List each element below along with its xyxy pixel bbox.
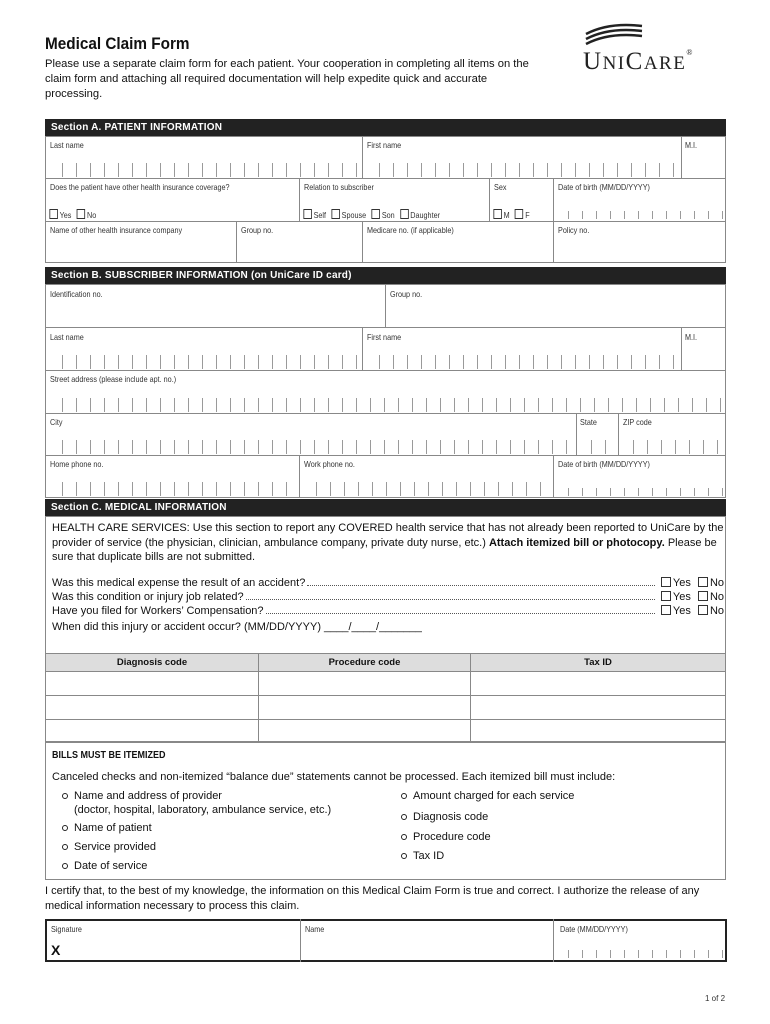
relation-self-checkbox[interactable] [303,209,312,219]
section-a-header: Section A. PATIENT INFORMATION [45,119,726,136]
signature-x-mark: X [51,942,61,958]
list-item: Name of patient [74,822,152,834]
list-item: Date of service [74,860,148,872]
subscriber-group-no-field[interactable] [385,284,726,328]
list-item: Diagnosis code [413,811,489,823]
label: ZIP code [623,417,652,427]
sex-m-checkbox[interactable] [493,209,502,219]
list-item: Name and address of provider [74,790,222,802]
label: Sex [494,182,507,192]
label: M.I. [685,332,698,342]
job-related-yes-checkbox[interactable] [661,591,671,601]
label: Date of birth (MM/DD/YYYY) [558,182,650,192]
section-b-header: Section B. SUBSCRIBER INFORMATION (on UniCare ID card) [45,267,726,284]
list-item: Service provided [74,841,156,853]
diagnosis-code-header: Diagnosis code [45,653,259,672]
name-field[interactable] [300,919,554,962]
list-item-detail: (doctor, hospital, laboratory, ambulance service, etc.) [74,804,332,816]
label: Last name [50,140,84,150]
label: Last name [50,332,84,342]
accident-no-checkbox[interactable] [698,577,708,587]
char-ticks [568,950,723,958]
unicare-logo [580,22,728,82]
label: Group no. [390,289,423,299]
char-ticks [568,211,723,219]
tax-id-cell[interactable] [470,695,726,720]
workers-comp-yes-checkbox[interactable] [661,605,671,615]
sex-options: M F [490,209,530,220]
coverage-options: Yes No [46,209,96,220]
procedure-code-cell[interactable] [258,719,471,743]
relation-spouse-checkbox[interactable] [331,209,340,219]
char-ticks [62,482,298,496]
relation-son-checkbox[interactable] [372,209,381,219]
label: Date (MM/DD/YYYY) [560,924,628,934]
logo-wordmark: UNICARE® [583,48,694,75]
job-related-no-checkbox[interactable] [698,591,708,601]
tax-id-cell[interactable] [470,671,726,696]
workers-comp-no-checkbox[interactable] [698,605,708,615]
label: Work phone no. [304,459,355,469]
diagnosis-code-cell[interactable] [45,695,259,720]
char-ticks [62,163,362,177]
label: City [50,417,63,427]
char-ticks [316,482,552,496]
form-title: Medical Claim Form [45,34,190,53]
procedure-code-cell[interactable] [258,671,471,696]
signature-field[interactable] [45,919,301,962]
sex-f-checkbox[interactable] [515,209,524,219]
tax-id-cell[interactable] [470,719,726,743]
label: M.I. [685,140,698,150]
label: Name [305,924,325,934]
question-workers-comp: Have you filed for Workers’ Compensation? Yes No [52,605,724,617]
char-ticks [62,355,362,369]
label: Date of birth (MM/DD/YYYY) [558,459,650,469]
procedure-code-cell[interactable] [258,695,471,720]
label: Signature [51,924,82,934]
certification-text: I certify that, to the best of my knowledge, the information on this Medical Claim Form is true and correct. I authorize the release of any medical information necessary to process this claim. [45,885,700,912]
label: Street address (please include apt. no.) [50,374,177,384]
label: Relation to subscriber [304,182,374,192]
label: Policy no. [558,225,590,235]
relation-options: Self Spouse Son Daughter [300,209,440,220]
list-item: Amount charged for each service [413,790,575,802]
char-ticks [379,163,679,177]
label: Identification no. [50,289,103,299]
label: First name [367,140,402,150]
diagnosis-code-cell[interactable] [45,671,259,696]
logo-swoosh-icon [584,22,644,46]
char-ticks [591,440,617,454]
list-item: Procedure code [413,831,491,843]
label: Medicare no. (if applicable) [367,225,454,235]
label: Group no. [241,225,274,235]
char-ticks [62,440,574,454]
health-care-services-text: HEALTH CARE SERVICES: Use this section to report any COVERED health service that has not already been reported to UniCare by the provider of service (the physician, clinician, ambulance company, private duty nurse, etc.) Attach itemized bill or photocopy. Please be sure that duplicate bills are not submitted. [52,522,724,563]
section-c-header: Section C. MEDICAL INFORMATION [45,499,726,516]
tax-id-header: Tax ID [470,653,726,672]
coverage-yes-checkbox[interactable] [49,209,58,219]
question-job-related: Was this condition or injury job related? Yes No [52,591,724,603]
char-ticks [633,440,723,454]
label: Does the patient have other health insurance coverage? [50,182,230,192]
list-item: Tax ID [413,850,445,862]
page-number: 1 of 2 [705,994,726,1003]
intro-text: Please use a separate claim form for each patient. Your cooperation in completing all items on the claim form and attaching all required documentation will help expedite quick and accurate processing. [45,58,529,100]
procedure-code-header: Procedure code [258,653,471,672]
label: First name [367,332,402,342]
question-accident: Was this medical expense the result of an accident? Yes No [52,577,724,589]
coverage-no-checkbox[interactable] [77,209,86,219]
char-ticks [568,488,723,496]
char-ticks [379,355,679,369]
char-ticks [62,398,724,412]
label: Name of other health insurance company [50,225,183,235]
label: Home phone no. [50,459,104,469]
relation-daughter-checkbox[interactable] [400,209,409,219]
accident-yes-checkbox[interactable] [661,577,671,587]
bills-intro: Canceled checks and non-itemized “balance due” statements cannot be processed. Each itemized bill must include: [52,771,616,783]
label: State [580,417,597,427]
bills-heading: BILLS MUST BE ITEMIZED [52,750,166,761]
diagnosis-code-cell[interactable] [45,719,259,743]
injury-date-question: When did this injury or accident occur? (MM/DD/YYYY) ____/____/_______ [52,621,422,633]
